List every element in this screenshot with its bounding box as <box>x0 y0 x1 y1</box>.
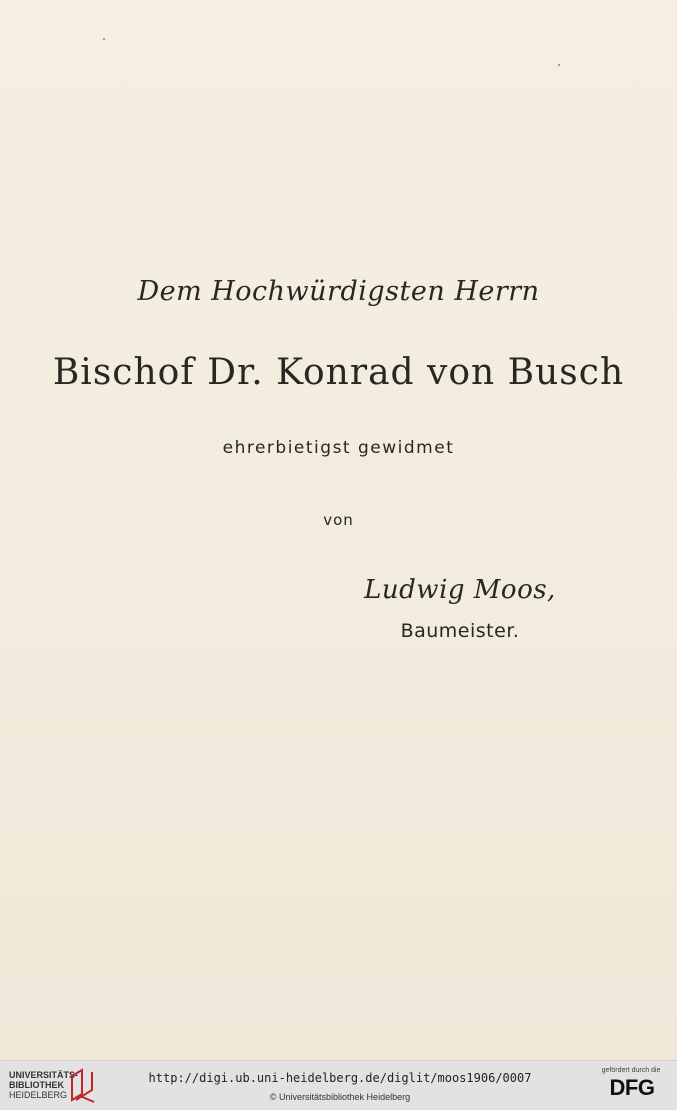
library-line2: BIBLIOTHEK <box>9 1080 64 1090</box>
honoree-name: Bischof Dr. Konrad von Busch <box>52 352 625 393</box>
library-line3: HEIDELBERG <box>9 1090 68 1100</box>
copyright-notice: © Universitätsbibliothek Heidelberg <box>269 1092 411 1102</box>
dedicated-text: ehrerbietigst gewidmet <box>222 438 455 458</box>
paper-speck <box>103 38 105 40</box>
footer-bar <box>0 1060 677 1110</box>
dedication-line: Dem Hochwürdigsten Herrn <box>137 276 540 307</box>
author-title: Baumeister. <box>400 620 520 642</box>
paper-speck <box>558 64 560 66</box>
by-text: von <box>323 511 354 529</box>
library-logo-icon[interactable] <box>66 1066 96 1104</box>
permalink-url[interactable]: http://digi.ub.uni-heidelberg.de/diglit/moos1906/0007 <box>148 1071 532 1085</box>
author-name: Ludwig Moos, <box>364 575 556 605</box>
sponsor-caption: gefördert durch die <box>601 1067 661 1074</box>
dfg-logo[interactable]: DFG <box>609 1075 655 1100</box>
library-line1: UNIVERSITÄTS- <box>9 1070 79 1080</box>
